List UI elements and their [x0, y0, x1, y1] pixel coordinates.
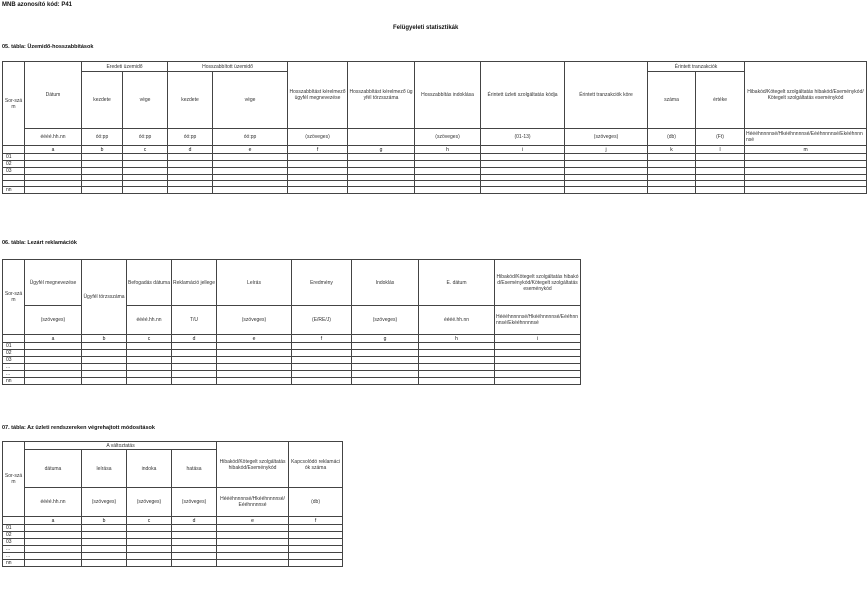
col-header-hibakod: Hibakód/Kötegelt szolgáltatás hibakód/Eseménykód/Kötegelt szolgáltatás eseménykód	[495, 260, 581, 306]
data-cell[interactable]	[127, 532, 172, 539]
table-05-title: 05. tábla: Üzemidő-hosszabbítások	[2, 44, 94, 50]
data-cell[interactable]	[481, 187, 565, 194]
data-cell[interactable]	[82, 154, 123, 161]
row-number[interactable]: ...	[3, 371, 25, 378]
format-cell: (01-13)	[481, 129, 565, 146]
row-number[interactable]: 03	[3, 539, 25, 546]
format-cell: óó:pp	[168, 129, 213, 146]
table-row	[3, 532, 343, 539]
empty-cell	[3, 335, 25, 343]
data-cell[interactable]	[123, 187, 168, 194]
data-cell[interactable]	[172, 546, 217, 553]
data-cell[interactable]	[82, 560, 127, 567]
data-cell[interactable]	[172, 560, 217, 567]
format-cell: Héééhnnnnsé/Hkééhnnnnsé/Eééhnnnnsé/Ekééhnnnnsé	[495, 306, 581, 335]
row-number[interactable]: 02	[3, 350, 25, 357]
data-cell[interactable]	[172, 343, 217, 350]
col-header-hibakod: Hibakód/Kötegelt szolgáltatás hibakód/Eseménykód/Kötegelt szolgáltatás eseménykód	[745, 62, 867, 129]
data-cell[interactable]	[25, 350, 82, 357]
data-cell[interactable]	[127, 357, 172, 364]
data-cell[interactable]	[172, 357, 217, 364]
table-row	[3, 539, 343, 546]
col-header-valtoztatas: A változtatás	[25, 442, 217, 450]
data-cell[interactable]	[82, 371, 127, 378]
column-letter: g	[352, 335, 419, 343]
row-number[interactable]: nn	[3, 187, 25, 194]
data-cell[interactable]	[289, 532, 343, 539]
empty-cell	[3, 146, 25, 154]
data-cell[interactable]	[217, 343, 292, 350]
data-cell[interactable]	[82, 187, 123, 194]
format-cell: óó:pp	[82, 129, 123, 146]
data-cell[interactable]	[288, 168, 348, 175]
data-cell[interactable]	[288, 187, 348, 194]
data-cell[interactable]	[495, 364, 581, 371]
data-cell[interactable]	[292, 378, 352, 385]
data-cell[interactable]	[415, 154, 481, 161]
column-letter: k	[648, 146, 696, 154]
data-cell[interactable]	[82, 357, 127, 364]
data-cell[interactable]	[127, 553, 172, 560]
col-header-kapcsolodo-reklamaciok: Kapcsolódó reklamációk száma	[289, 442, 343, 488]
column-letter: i	[481, 146, 565, 154]
table-row	[3, 154, 867, 161]
data-cell[interactable]	[82, 539, 127, 546]
data-cell[interactable]	[292, 364, 352, 371]
format-cell: T/U	[172, 306, 217, 335]
format-cell: (szöveges)	[82, 488, 127, 517]
col-header-reklamacio-jellege: Reklamáció jellege	[172, 260, 217, 306]
data-cell[interactable]	[213, 168, 288, 175]
data-cell[interactable]	[415, 161, 481, 168]
data-cell[interactable]	[213, 161, 288, 168]
data-cell[interactable]	[648, 168, 696, 175]
data-cell[interactable]	[25, 168, 82, 175]
column-letter: a	[25, 517, 82, 525]
data-cell[interactable]	[172, 364, 217, 371]
column-letter: l	[696, 146, 745, 154]
column-letter: c	[127, 335, 172, 343]
data-cell[interactable]	[127, 525, 172, 532]
data-cell[interactable]	[168, 161, 213, 168]
format-cell: (Ft)	[696, 129, 745, 146]
data-cell[interactable]	[25, 532, 82, 539]
data-cell[interactable]	[82, 532, 127, 539]
table-05	[2, 61, 867, 194]
col-header-kerelmezo-torzsszam: Hosszabbítást kérelmező ügyfél törzsszáma	[348, 62, 415, 129]
page-title: Felügyeleti statisztikák	[393, 25, 459, 31]
col-header-e-datum: E. dátum	[419, 260, 495, 306]
data-cell[interactable]	[217, 378, 292, 385]
col-header-indoklas: Hosszabbítás indoklása	[415, 62, 481, 129]
data-cell[interactable]	[25, 546, 82, 553]
data-cell[interactable]	[25, 371, 82, 378]
data-cell[interactable]	[565, 161, 648, 168]
col-header-hibakod: Hibakód/Kötegelt szolgáltatás hibakód/Eseménykód	[217, 442, 289, 488]
column-letter: e	[217, 517, 289, 525]
data-cell[interactable]	[168, 168, 213, 175]
col-header-sorszam: Sor-szám	[3, 62, 25, 146]
data-cell[interactable]	[289, 553, 343, 560]
data-cell[interactable]	[172, 532, 217, 539]
data-cell[interactable]	[419, 378, 495, 385]
data-cell[interactable]	[288, 154, 348, 161]
column-letter: d	[168, 146, 213, 154]
data-cell[interactable]	[565, 154, 648, 161]
data-cell[interactable]	[25, 154, 82, 161]
col-header-tranzakciok-kore: Érintett tranzakciók köre	[565, 62, 648, 129]
data-cell[interactable]	[25, 539, 82, 546]
data-cell[interactable]	[745, 168, 867, 175]
row-number[interactable]: ...	[3, 364, 25, 371]
data-cell[interactable]	[696, 168, 745, 175]
data-cell[interactable]	[123, 168, 168, 175]
data-cell[interactable]	[648, 154, 696, 161]
data-cell[interactable]	[127, 539, 172, 546]
format-cell: Héééhnnnnsé/Hkééhnnnnsé/Eééhnnnnsé/Ekééhnnnnsé	[745, 129, 867, 146]
data-cell[interactable]	[481, 154, 565, 161]
col-header-erteke: értéke	[696, 72, 745, 129]
data-cell[interactable]	[565, 168, 648, 175]
column-letter: d	[172, 335, 217, 343]
table-row	[3, 357, 581, 364]
data-cell[interactable]	[82, 161, 123, 168]
column-letter: c	[123, 146, 168, 154]
data-cell[interactable]	[172, 378, 217, 385]
data-cell[interactable]	[127, 350, 172, 357]
data-cell[interactable]	[495, 371, 581, 378]
data-cell[interactable]	[419, 357, 495, 364]
data-cell[interactable]	[172, 553, 217, 560]
data-cell[interactable]	[25, 357, 82, 364]
row-number[interactable]: ...	[3, 553, 25, 560]
data-cell[interactable]	[419, 371, 495, 378]
row-number[interactable]: 01	[3, 525, 25, 532]
data-cell[interactable]	[495, 343, 581, 350]
table-06-title: 06. tábla: Lezárt reklamációk	[2, 240, 77, 246]
data-cell[interactable]	[82, 546, 127, 553]
table-row	[3, 525, 343, 532]
col-header-eredmeny: Eredmény	[292, 260, 352, 306]
col-header-erintett-tranzakciok: Érintett tranzakciók	[648, 62, 745, 72]
data-cell[interactable]	[348, 187, 415, 194]
data-cell[interactable]	[217, 357, 292, 364]
data-cell[interactable]	[292, 350, 352, 357]
table-row	[3, 560, 343, 567]
col-header-uzleti-kod: Érintett üzleti szolgáltatás kódja	[481, 62, 565, 129]
row-number[interactable]: nn	[3, 378, 25, 385]
table-07-title: 07. tábla: Az üzleti rendszereken végrehajtott módosítások	[2, 425, 155, 431]
col-header-kerelmezo-megnevezes: Hosszabbítást kérelmező ügyfél megnevezése	[288, 62, 348, 129]
data-cell[interactable]	[217, 525, 289, 532]
col-header-vege: vége	[213, 72, 288, 129]
data-cell[interactable]	[745, 187, 867, 194]
data-cell[interactable]	[217, 350, 292, 357]
data-cell[interactable]	[127, 343, 172, 350]
column-letter: g	[348, 146, 415, 154]
data-cell[interactable]	[348, 161, 415, 168]
data-cell[interactable]	[495, 357, 581, 364]
format-cell: (szöveges)	[127, 488, 172, 517]
data-cell[interactable]	[745, 161, 867, 168]
row-number[interactable]: 03	[3, 168, 25, 175]
data-cell[interactable]	[25, 378, 82, 385]
col-header-eredeti-uzemido: Eredeti üzemidő	[82, 62, 168, 72]
data-cell[interactable]	[419, 343, 495, 350]
data-cell[interactable]	[82, 343, 127, 350]
table-row	[3, 187, 867, 194]
data-cell[interactable]	[82, 378, 127, 385]
column-letter: f	[289, 517, 343, 525]
format-cell: óó:pp	[123, 129, 168, 146]
format-cell: éééé.hh.nn	[25, 488, 82, 517]
row-number[interactable]: nn	[3, 560, 25, 567]
row-number[interactable]: 01	[3, 343, 25, 350]
format-cell: éééé.hh.nn	[25, 129, 82, 146]
data-cell[interactable]	[168, 187, 213, 194]
format-cell: Héééhnnnnsé/Hkééhnnnnsé/ Eééhnnnnsé	[217, 488, 289, 517]
col-header-szama: száma	[648, 72, 696, 129]
data-cell[interactable]	[25, 343, 82, 350]
column-letter: j	[565, 146, 648, 154]
column-letter: m	[745, 146, 867, 154]
table-row	[3, 168, 867, 175]
data-cell[interactable]	[25, 525, 82, 532]
table-row	[3, 350, 581, 357]
column-letter: e	[217, 335, 292, 343]
table-row	[3, 343, 581, 350]
format-cell: (szöveges)	[172, 488, 217, 517]
data-cell[interactable]	[292, 357, 352, 364]
data-cell[interactable]	[82, 553, 127, 560]
column-letter: i	[495, 335, 581, 343]
data-cell[interactable]	[352, 357, 419, 364]
data-cell[interactable]	[415, 168, 481, 175]
table-row	[3, 553, 343, 560]
data-cell[interactable]	[168, 154, 213, 161]
data-cell[interactable]	[352, 378, 419, 385]
empty-cell	[3, 517, 25, 525]
row-number[interactable]: 01	[3, 154, 25, 161]
data-cell[interactable]	[82, 525, 127, 532]
data-cell[interactable]	[123, 154, 168, 161]
column-letter: f	[288, 146, 348, 154]
data-cell[interactable]	[217, 560, 289, 567]
format-cell: (E/RE/J)	[292, 306, 352, 335]
data-cell[interactable]	[217, 539, 289, 546]
data-cell[interactable]	[289, 546, 343, 553]
data-cell[interactable]	[495, 350, 581, 357]
data-cell[interactable]	[495, 378, 581, 385]
data-cell[interactable]	[288, 161, 348, 168]
data-cell[interactable]	[127, 378, 172, 385]
data-cell[interactable]	[696, 161, 745, 168]
column-letter: e	[213, 146, 288, 154]
data-cell[interactable]	[172, 350, 217, 357]
data-cell[interactable]	[348, 154, 415, 161]
col-header-hosszabbitott-uzemido: Hosszabbított üzemidő	[168, 62, 288, 72]
format-cell	[348, 129, 415, 146]
data-cell[interactable]	[745, 154, 867, 161]
data-cell[interactable]	[25, 187, 82, 194]
col-header-vege: vége	[123, 72, 168, 129]
col-header-kezdete: kezdete	[168, 72, 213, 129]
data-cell[interactable]	[352, 371, 419, 378]
data-cell[interactable]	[127, 371, 172, 378]
data-cell[interactable]	[648, 161, 696, 168]
table-row	[3, 364, 581, 371]
data-cell[interactable]	[648, 187, 696, 194]
data-cell[interactable]	[292, 371, 352, 378]
column-letter: c	[127, 517, 172, 525]
column-letter: b	[82, 146, 123, 154]
col-header-hatasa: hatása	[172, 450, 217, 488]
column-letter: f	[292, 335, 352, 343]
col-header-befogadas-datuma: Befogadás dátuma	[127, 260, 172, 306]
format-cell: (db)	[289, 488, 343, 517]
column-letter: a	[25, 146, 82, 154]
col-header-datum: Dátum	[25, 62, 82, 129]
col-header-sorszam: Sor-szám	[3, 260, 25, 335]
table-06	[2, 259, 581, 385]
data-cell[interactable]	[696, 154, 745, 161]
data-cell[interactable]	[82, 364, 127, 371]
data-cell[interactable]	[217, 553, 289, 560]
col-header-leirasa: leírása	[82, 450, 127, 488]
data-cell[interactable]	[82, 168, 123, 175]
data-cell[interactable]	[172, 371, 217, 378]
format-cell: (szöveges)	[415, 129, 481, 146]
row-number[interactable]: 03	[3, 357, 25, 364]
table-row	[3, 161, 867, 168]
data-cell[interactable]	[127, 546, 172, 553]
col-header-indoka: indoka	[127, 450, 172, 488]
row-number[interactable]: ...	[3, 546, 25, 553]
data-cell[interactable]	[217, 546, 289, 553]
data-cell[interactable]	[172, 539, 217, 546]
data-cell[interactable]	[481, 168, 565, 175]
data-cell[interactable]	[565, 187, 648, 194]
data-cell[interactable]	[289, 525, 343, 532]
column-letter: b	[82, 335, 127, 343]
data-cell[interactable]	[696, 187, 745, 194]
data-cell[interactable]	[213, 187, 288, 194]
data-cell[interactable]	[217, 371, 292, 378]
format-cell: (szöveges)	[25, 306, 82, 335]
table-row	[3, 378, 581, 385]
data-cell[interactable]	[213, 154, 288, 161]
data-cell[interactable]	[25, 161, 82, 168]
col-header-ugyfel-torzsszama: Ügyfél törzsszáma	[82, 260, 127, 335]
format-cell: éééé.hh.nn	[419, 306, 495, 335]
format-cell: (szöveges)	[352, 306, 419, 335]
data-cell[interactable]	[82, 350, 127, 357]
col-header-ugyfel-megnevezese: Ügyfél megnevezése	[25, 260, 82, 306]
data-cell[interactable]	[25, 553, 82, 560]
row-number[interactable]: 02	[3, 532, 25, 539]
table-row	[3, 371, 581, 378]
column-letter: h	[419, 335, 495, 343]
column-letter: b	[82, 517, 127, 525]
data-cell[interactable]	[292, 343, 352, 350]
data-cell[interactable]	[25, 560, 82, 567]
data-cell[interactable]	[481, 161, 565, 168]
format-cell: óó:pp	[213, 129, 288, 146]
data-cell[interactable]	[172, 525, 217, 532]
format-cell: éééé.hh.nn	[127, 306, 172, 335]
data-cell[interactable]	[348, 168, 415, 175]
col-header-datuma: dátuma	[25, 450, 82, 488]
data-cell[interactable]	[415, 187, 481, 194]
col-header-leiras: Leírás	[217, 260, 292, 306]
data-cell[interactable]	[127, 364, 172, 371]
table-07	[2, 441, 343, 567]
row-number[interactable]: 02	[3, 161, 25, 168]
data-cell[interactable]	[352, 350, 419, 357]
data-cell[interactable]	[419, 364, 495, 371]
data-cell[interactable]	[289, 560, 343, 567]
format-cell: (szöveges)	[217, 306, 292, 335]
data-cell[interactable]	[25, 364, 82, 371]
col-header-sorszam: Sor-szám	[3, 442, 25, 517]
data-cell[interactable]	[352, 364, 419, 371]
data-cell[interactable]	[217, 532, 289, 539]
format-cell: (db)	[648, 129, 696, 146]
column-letter: d	[172, 517, 217, 525]
data-cell[interactable]	[217, 364, 292, 371]
col-header-indoklas: Indoklás	[352, 260, 419, 306]
data-cell[interactable]	[127, 560, 172, 567]
mnb-code-label: MNB azonosító kód: P41	[2, 2, 73, 8]
col-header-kezdete: kezdete	[82, 72, 123, 129]
column-letter: a	[25, 335, 82, 343]
data-cell[interactable]	[419, 350, 495, 357]
format-cell: (szöveges)	[565, 129, 648, 146]
data-cell[interactable]	[289, 539, 343, 546]
data-cell[interactable]	[352, 343, 419, 350]
data-cell[interactable]	[123, 161, 168, 168]
format-cell: (szöveges)	[288, 129, 348, 146]
column-letter: h	[415, 146, 481, 154]
table-row	[3, 546, 343, 553]
